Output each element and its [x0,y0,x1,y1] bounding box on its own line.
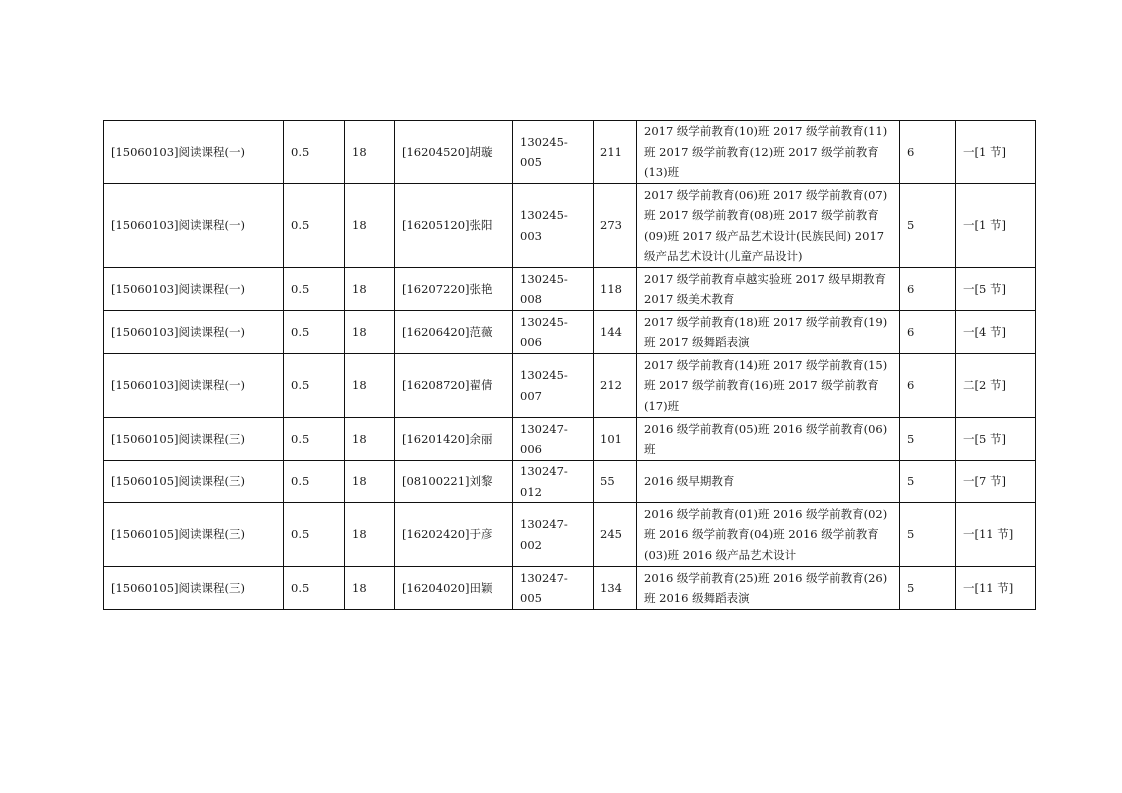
section-code-cell: 130247-002 [513,503,594,567]
time-cell: 一[1 节] [956,121,1036,184]
weeks-cell: 5 [900,418,956,461]
hours-cell: 18 [345,121,395,184]
weeks-cell: 6 [900,311,956,354]
classes-cell: 2016 级学前教育(25)班 2016 级学前教育(26)班 2016 级舞蹈表演 [637,567,900,610]
section-code-cell: 130247-005 [513,567,594,610]
teacher-cell: [16207220]张艳 [395,268,513,311]
course-cell: [15060105]阅读课程(三) [104,461,284,503]
hours-cell: 18 [345,418,395,461]
course-cell: [15060103]阅读课程(一) [104,311,284,354]
weeks-cell: 6 [900,354,956,418]
weeks-cell: 5 [900,503,956,567]
classes-cell: 2017 级学前教育(10)班 2017 级学前教育(11)班 2017 级学前教育(12)班 2017 级学前教育(13)班 [637,121,900,184]
section-code-cell: 130245-008 [513,268,594,311]
classes-cell: 2017 级学前教育(18)班 2017 级学前教育(19)班 2017 级舞蹈表演 [637,311,900,354]
weeks-cell: 6 [900,121,956,184]
time-cell: 一[1 节] [956,184,1036,268]
weeks-cell: 5 [900,461,956,503]
time-cell: 一[4 节] [956,311,1036,354]
student-count-cell: 101 [594,418,637,461]
time-cell: 一[7 节] [956,461,1036,503]
hours-cell: 18 [345,268,395,311]
hours-cell: 18 [345,184,395,268]
section-code-cell: 130247-006 [513,418,594,461]
hours-cell: 18 [345,461,395,503]
classes-cell: 2016 级学前教育(01)班 2016 级学前教育(02)班 2016 级学前教育(04)班 2016 级学前教育(03)班 2016 级产品艺术设计 [637,503,900,567]
teacher-cell: [16208720]翟倩 [395,354,513,418]
student-count-cell: 245 [594,503,637,567]
credit-cell: 0.5 [284,121,345,184]
student-count-cell: 212 [594,354,637,418]
section-code-cell: 130245-005 [513,121,594,184]
course-cell: [15060103]阅读课程(一) [104,354,284,418]
credit-cell: 0.5 [284,503,345,567]
weeks-cell: 5 [900,184,956,268]
table-row [104,503,1036,567]
hours-cell: 18 [345,567,395,610]
classes-cell: 2016 级早期教育 [637,461,900,503]
teacher-cell: [08100221]刘黎 [395,461,513,503]
table-row [104,418,1036,461]
time-cell: 一[5 节] [956,268,1036,311]
student-count-cell: 144 [594,311,637,354]
teacher-cell: [16206420]范薇 [395,311,513,354]
table-row [104,121,1036,184]
course-cell: [15060105]阅读课程(三) [104,503,284,567]
time-cell: 二[2 节] [956,354,1036,418]
time-cell: 一[5 节] [956,418,1036,461]
teacher-cell: [16204520]胡璇 [395,121,513,184]
course-cell: [15060103]阅读课程(一) [104,121,284,184]
hours-cell: 18 [345,354,395,418]
course-cell: [15060105]阅读课程(三) [104,567,284,610]
credit-cell: 0.5 [284,184,345,268]
section-code-cell: 130245-003 [513,184,594,268]
table-row [104,311,1036,354]
table-row [104,268,1036,311]
credit-cell: 0.5 [284,354,345,418]
classes-cell: 2017 级学前教育(06)班 2017 级学前教育(07)班 2017 级学前教育(08)班 2017 级学前教育(09)班 2017 级产品艺术设计(民族民间) 2017 级产品艺术设计(儿童产品设计) [637,184,900,268]
hours-cell: 18 [345,503,395,567]
hours-cell: 18 [345,311,395,354]
table-row [104,184,1036,268]
credit-cell: 0.5 [284,268,345,311]
student-count-cell: 273 [594,184,637,268]
weeks-cell: 5 [900,567,956,610]
classes-cell: 2017 级学前教育卓越实验班 2017 级早期教育 2017 级美术教育 [637,268,900,311]
credit-cell: 0.5 [284,418,345,461]
credit-cell: 0.5 [284,311,345,354]
course-cell: [15060103]阅读课程(一) [104,268,284,311]
table-row [104,354,1036,418]
weeks-cell: 6 [900,268,956,311]
course-schedule-table [103,120,1036,610]
student-count-cell: 134 [594,567,637,610]
credit-cell: 0.5 [284,461,345,503]
course-cell: [15060103]阅读课程(一) [104,184,284,268]
student-count-cell: 211 [594,121,637,184]
student-count-cell: 118 [594,268,637,311]
course-cell: [15060105]阅读课程(三) [104,418,284,461]
classes-cell: 2017 级学前教育(14)班 2017 级学前教育(15)班 2017 级学前教育(16)班 2017 级学前教育(17)班 [637,354,900,418]
teacher-cell: [16201420]余丽 [395,418,513,461]
teacher-cell: [16205120]张阳 [395,184,513,268]
time-cell: 一[11 节] [956,503,1036,567]
classes-cell: 2016 级学前教育(05)班 2016 级学前教育(06)班 [637,418,900,461]
student-count-cell: 55 [594,461,637,503]
section-code-cell: 130245-007 [513,354,594,418]
teacher-cell: [16202420]于彦 [395,503,513,567]
section-code-cell: 130245-006 [513,311,594,354]
time-cell: 一[11 节] [956,567,1036,610]
table-row [104,461,1036,503]
teacher-cell: [16204020]田颖 [395,567,513,610]
section-code-cell: 130247-012 [513,461,594,503]
table-row [104,567,1036,610]
credit-cell: 0.5 [284,567,345,610]
